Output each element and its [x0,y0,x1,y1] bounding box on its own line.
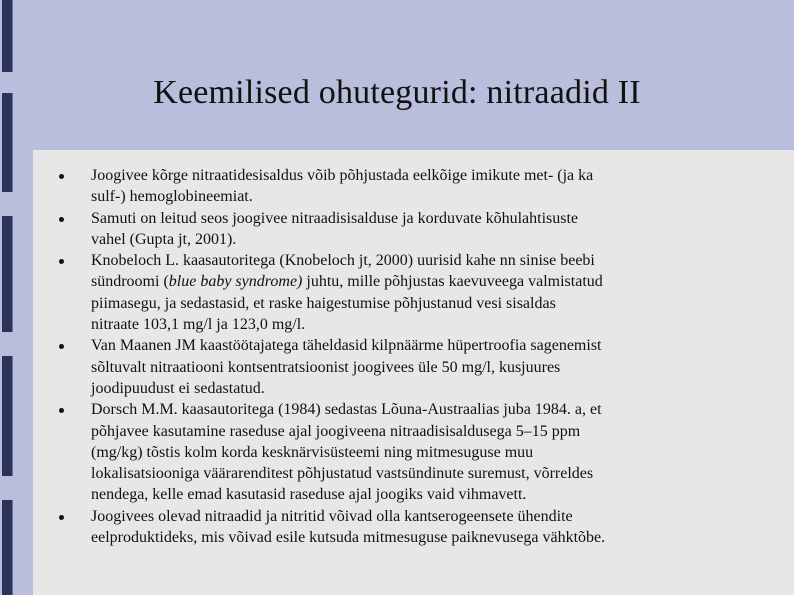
bullet-text-line [91,421,749,442]
bullet-item [59,335,749,399]
bullet-text-line [91,527,749,548]
text-run: (mg/kg) tõstis kolm korda kesknärvisüsteemi ning mitmesuguse muu [91,443,534,461]
bullet-item [59,208,749,251]
text-run: juhtu, mille põhjustas kaevuveega valmistatud [302,273,603,291]
bullet-text-line [91,484,749,505]
slide-title-text: Keemilised ohutegurid: nitraadid II [153,74,641,111]
bullet-item [59,165,749,208]
bullet-text-line [91,293,749,314]
text-run: sõltuvalt nitraatiooni kontsentratsioonist joogivees üle 50 mg/l, kusjuures [91,358,561,376]
text-run: eelproduktideks, mis võivad esile kutsuda mitmesuguse paiknevusega vähktõbe. [91,529,606,547]
bullet-item [59,250,749,335]
bullet-dot-icon [59,217,64,222]
bullet-text-line [91,506,749,527]
bullet-dot-icon [59,344,64,349]
bar-segment [2,356,13,476]
bullet-dot-icon [59,408,64,413]
text-run: Dorsch M.M. kaasautoritega (1984) sedastas Lõuna-Austraalias juba 1984. a, et [91,401,602,419]
text-run: sündroomi ( [91,273,169,291]
text-run: nendega, kelle emad kasutasid raseduse ajal joogiks vaid vihmavett. [91,486,527,504]
text-run: blue baby syndrome) [168,273,303,291]
bullet-dot-icon [59,259,64,264]
bullet-dot-icon [59,174,64,179]
slide-title [0,74,794,112]
text-run: joodipuudust ei sedastatud. [91,379,265,397]
bullet-text-line [91,250,749,271]
bullet-text-line [91,208,749,229]
text-run: Samuti on leitud seos joogivee nitraadisisalduse ja korduvate kõhulahtisuste [91,209,579,227]
text-run: nitraate 103,1 mg/l ja 123,0 mg/l. [91,316,306,334]
bar-segment [2,216,13,332]
bullet-text-line [91,357,749,378]
text-run: lokalisatsiooniga väärarenditest põhjustatud vastsündinute suremust, võrreldes [91,465,594,483]
bullet-text-line [91,399,749,420]
bullet-list [59,165,749,548]
text-run: Joogivees olevad nitraadid ja nitritid võivad olla kantserogeensete ühendite [91,507,573,525]
bullet-item [59,506,749,549]
bullet-item [59,399,749,505]
text-run: põhjavee kasutamine raseduse ajal joogiveena nitraadisisaldusega 5–15 ppm [91,422,581,440]
bullet-text-line [91,165,749,186]
bullet-text-line [91,229,749,250]
bullet-dot-icon [59,515,64,520]
text-run: Joogivee kõrge nitraatidesisaldus võib põhjustada eelkõige imikute met- (ja ka [91,167,594,184]
text-run: piimasegu, ja sedastasid, et raske haigestumise põhjustanud vesi sisaldas [91,294,556,312]
text-run: Van Maanen JM kaastöötajatega täheldasid kilpnäärme hüpertroofia sagenemist [91,337,602,355]
bar-segment [2,0,13,72]
bullet-text-line [91,463,749,484]
bar-segment [2,500,13,595]
bullet-text-line [91,186,749,207]
bullet-text-line [91,271,749,292]
text-run: sulf-) hemoglobineemiat. [91,188,253,206]
bullet-text-line [91,314,749,335]
text-run: Knobeloch L. kaasautoritega (Knobeloch jt, 2000) uurisid kahe nn sinise beebi [91,252,595,270]
bullet-text-line [91,378,749,399]
text-run: vahel (Gupta jt, 2001). [91,230,237,248]
bullet-text-line [91,335,749,356]
bullet-text-line [91,442,749,463]
